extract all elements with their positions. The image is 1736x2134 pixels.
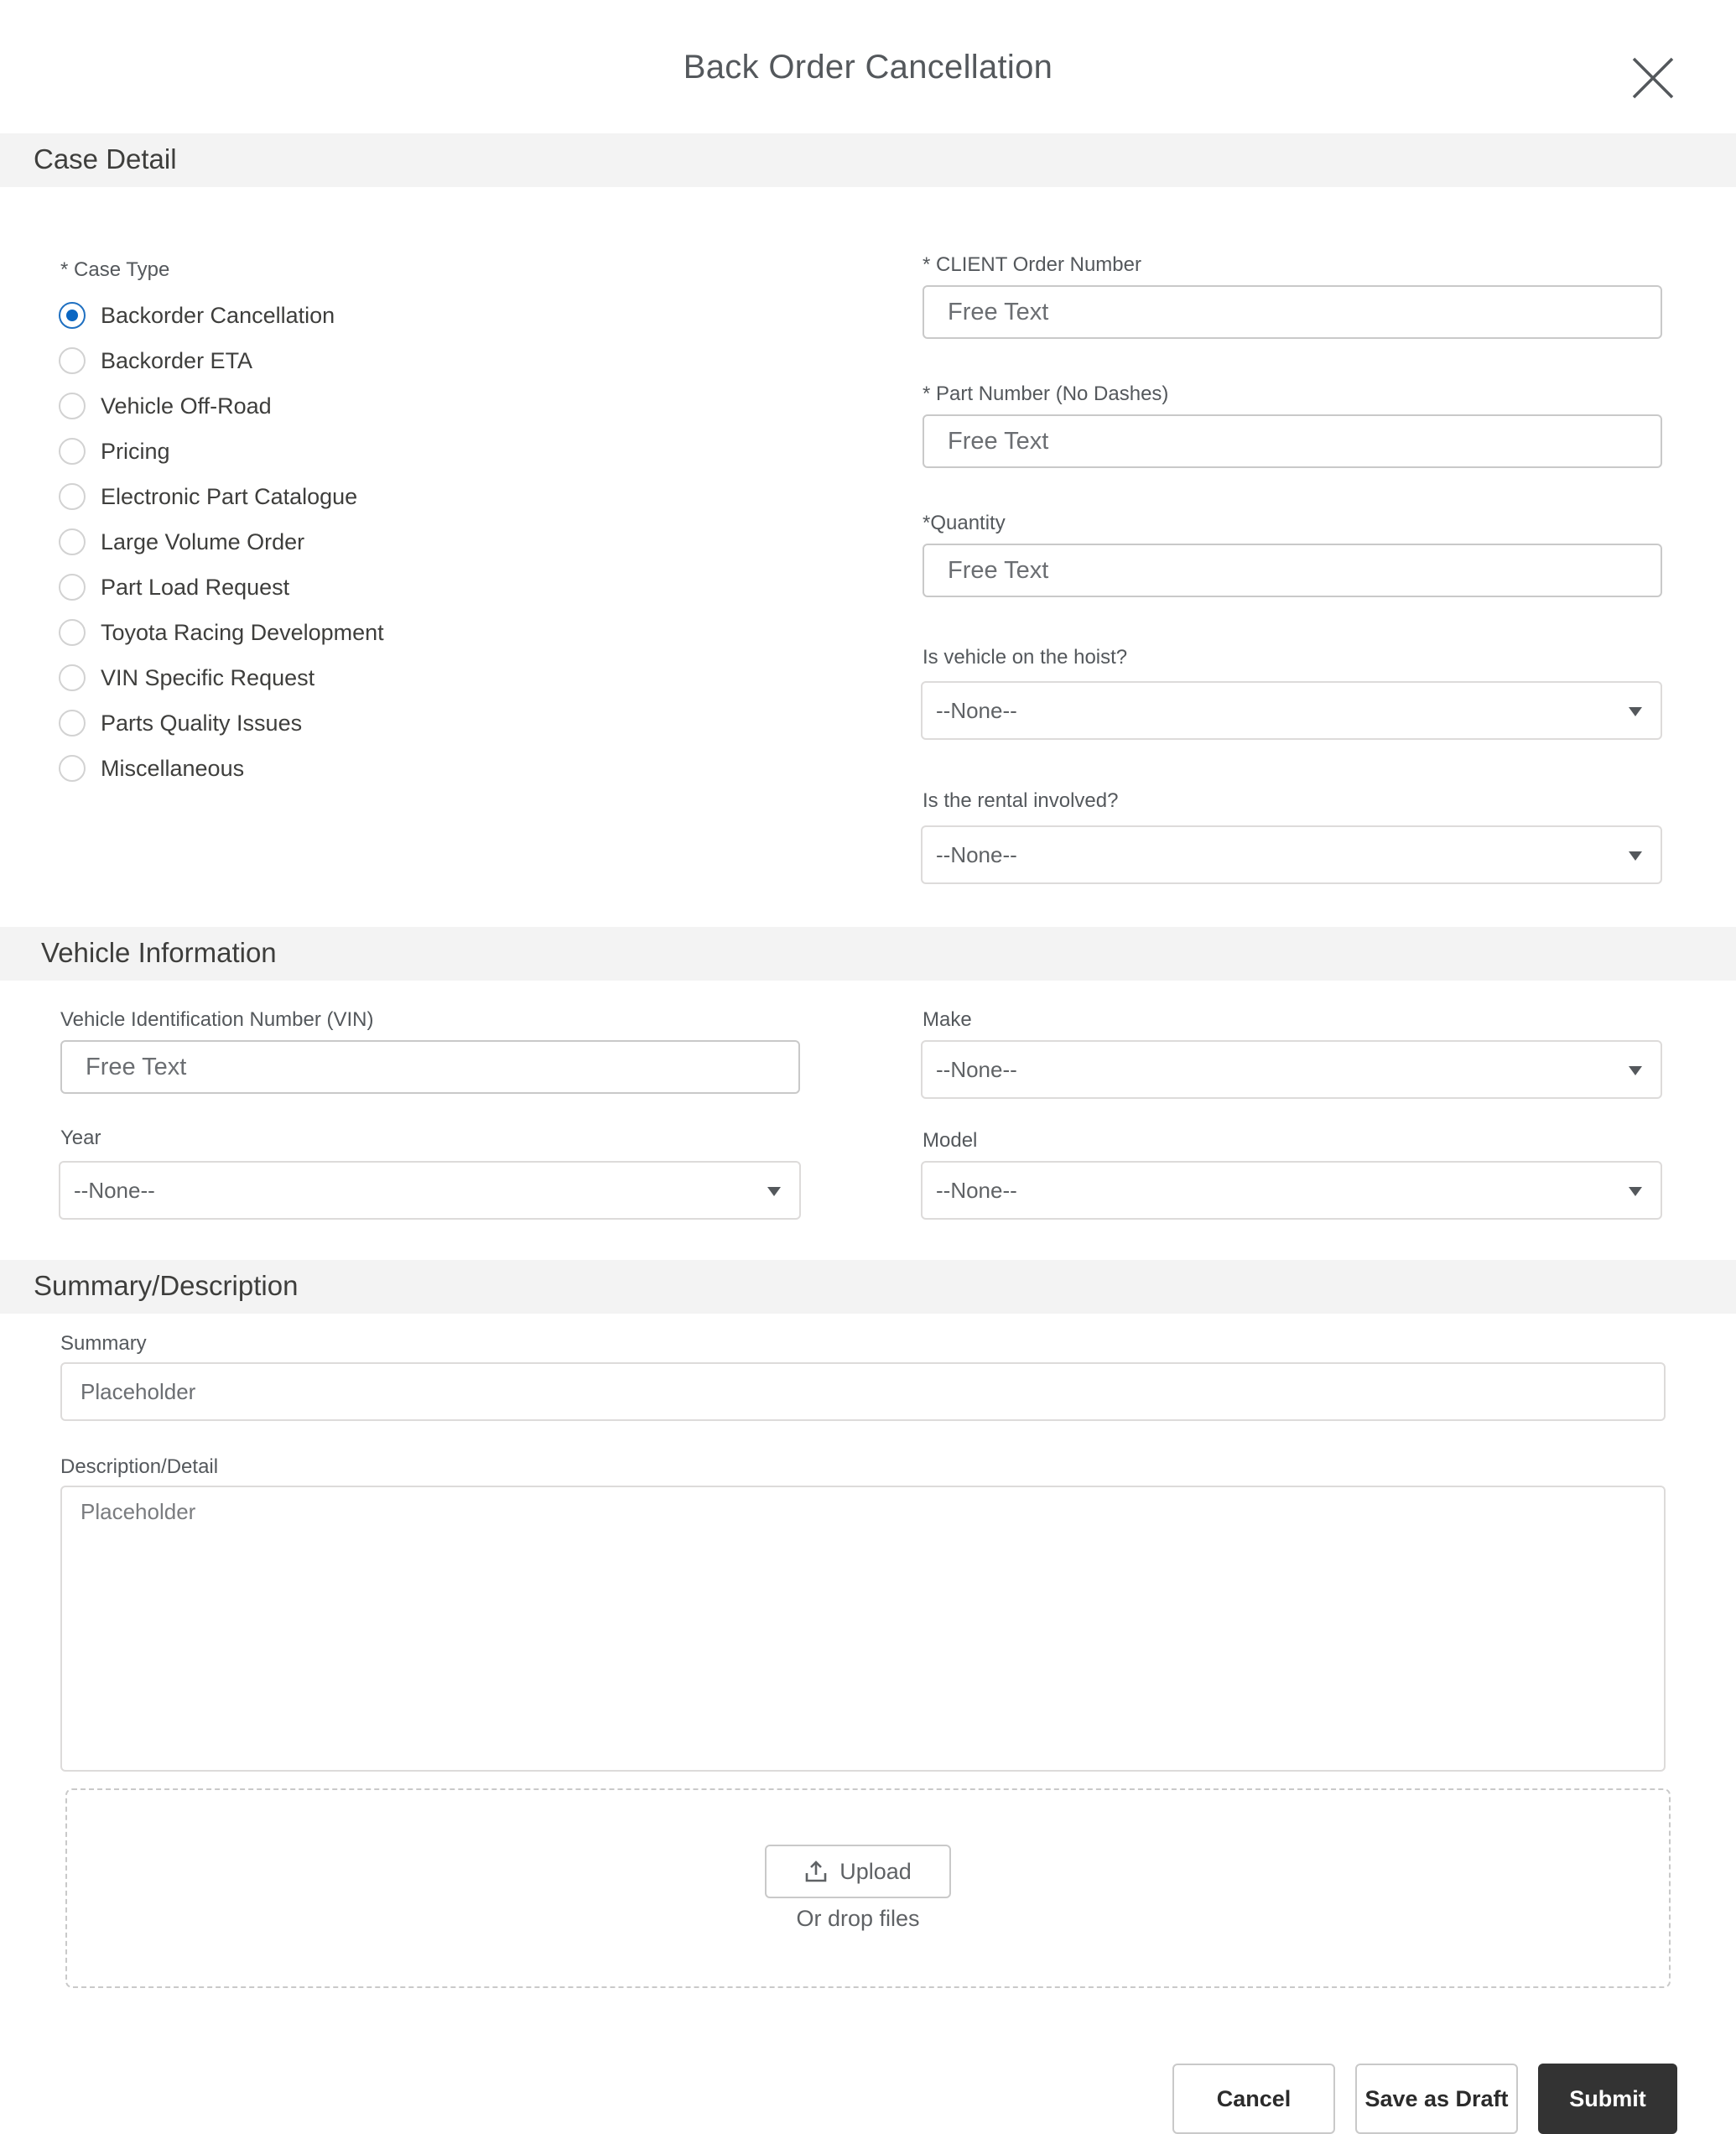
section-title-case-detail: Case Detail: [34, 143, 177, 174]
case-type-option-label: Part Load Request: [101, 574, 290, 600]
case-type-option[interactable]: [59, 299, 335, 332]
modal-title: Back Order Cancellation: [683, 49, 1053, 86]
make-select[interactable]: [921, 1040, 1662, 1099]
vin-label: Vehicle Identification Number (VIN): [60, 1008, 374, 1031]
year-select-value: --None--: [74, 1178, 155, 1203]
section-summary-description: [0, 1260, 1736, 1314]
vin-input[interactable]: [60, 1040, 800, 1094]
description-label: Description/Detail: [60, 1455, 219, 1478]
upload-button[interactable]: [765, 1845, 951, 1898]
cancel-button[interactable]: Cancel: [1172, 2064, 1335, 2134]
radio-button[interactable]: [59, 664, 86, 691]
case-type-option[interactable]: [59, 706, 302, 740]
radio-button[interactable]: [59, 574, 86, 601]
year-label: Year: [60, 1127, 101, 1149]
rental-select-value: --None--: [936, 842, 1017, 867]
case-type-option-label: Pricing: [101, 438, 170, 464]
hoist-select-value: --None--: [936, 698, 1017, 723]
make-select-value: --None--: [936, 1057, 1017, 1082]
model-select-value: --None--: [936, 1178, 1017, 1203]
chevron-down-icon: [1629, 1066, 1642, 1075]
radio-button[interactable]: [59, 393, 86, 419]
case-type-option-label: Backorder ETA: [101, 347, 253, 373]
chevron-down-icon: [1629, 707, 1642, 716]
case-type-option-label: Electronic Part Catalogue: [101, 483, 358, 509]
case-type-option[interactable]: [59, 752, 244, 785]
case-type-label: * Case Type: [60, 258, 170, 281]
close-button[interactable]: [1627, 52, 1679, 104]
section-case-detail: [0, 133, 1736, 187]
chevron-down-icon: [1629, 1187, 1642, 1196]
upload-button-label: Upload: [839, 1858, 912, 1884]
rental-select[interactable]: [921, 825, 1662, 884]
summary-input[interactable]: [60, 1362, 1666, 1421]
close-icon[interactable]: [1627, 52, 1679, 104]
quantity-input[interactable]: [923, 544, 1662, 597]
model-label: Model: [923, 1129, 978, 1152]
quantity-label: *Quantity: [923, 512, 1006, 534]
radio-button[interactable]: [59, 755, 86, 782]
part-number-input[interactable]: [923, 414, 1662, 468]
radio-button[interactable]: [59, 302, 86, 329]
chevron-down-icon: [1629, 851, 1642, 861]
case-type-option[interactable]: [59, 616, 384, 649]
summary-label: Summary: [60, 1332, 147, 1355]
radio-button[interactable]: [59, 347, 86, 374]
radio-button[interactable]: [59, 710, 86, 736]
case-type-option[interactable]: [59, 344, 252, 377]
case-type-option[interactable]: [59, 661, 314, 695]
hoist-label: Is vehicle on the hoist?: [923, 646, 1128, 669]
rental-label: Is the rental involved?: [923, 789, 1119, 812]
case-type-option-label: Large Volume Order: [101, 528, 305, 554]
client-order-label: * CLIENT Order Number: [923, 253, 1141, 276]
radio-button[interactable]: [59, 483, 86, 510]
radio-button[interactable]: [59, 528, 86, 555]
section-vehicle-information: [0, 927, 1736, 981]
case-type-option-label: Toyota Racing Development: [101, 619, 384, 645]
case-type-option[interactable]: [59, 435, 170, 468]
section-title-vehicle-information: Vehicle Information: [41, 937, 277, 968]
chevron-down-icon: [767, 1187, 781, 1196]
client-order-input[interactable]: [923, 285, 1662, 339]
drop-files-text: Or drop files: [796, 1906, 920, 1931]
model-select[interactable]: [921, 1161, 1662, 1220]
section-title-summary-description: Summary/Description: [34, 1270, 299, 1301]
make-label: Make: [923, 1008, 972, 1031]
year-select[interactable]: [59, 1161, 801, 1220]
case-type-option[interactable]: [59, 570, 289, 604]
part-number-label: * Part Number (No Dashes): [923, 383, 1169, 405]
case-type-option-label: Backorder Cancellation: [101, 302, 335, 328]
upload-icon: [804, 1860, 828, 1883]
case-type-option[interactable]: [59, 525, 304, 559]
case-type-option-label: Parts Quality Issues: [101, 710, 303, 736]
case-type-option-label: Miscellaneous: [101, 755, 245, 781]
submit-button[interactable]: Submit: [1538, 2064, 1677, 2134]
case-type-option-label: Vehicle Off-Road: [101, 393, 272, 419]
case-type-option-label: VIN Specific Request: [101, 664, 315, 690]
radio-button[interactable]: [59, 438, 86, 465]
save-as-draft-button[interactable]: Save as Draft: [1355, 2064, 1518, 2134]
description-textarea[interactable]: [60, 1486, 1666, 1772]
radio-button[interactable]: [59, 619, 86, 646]
case-type-option[interactable]: [59, 480, 357, 513]
case-type-option[interactable]: [59, 389, 272, 423]
hoist-select[interactable]: [921, 681, 1662, 740]
